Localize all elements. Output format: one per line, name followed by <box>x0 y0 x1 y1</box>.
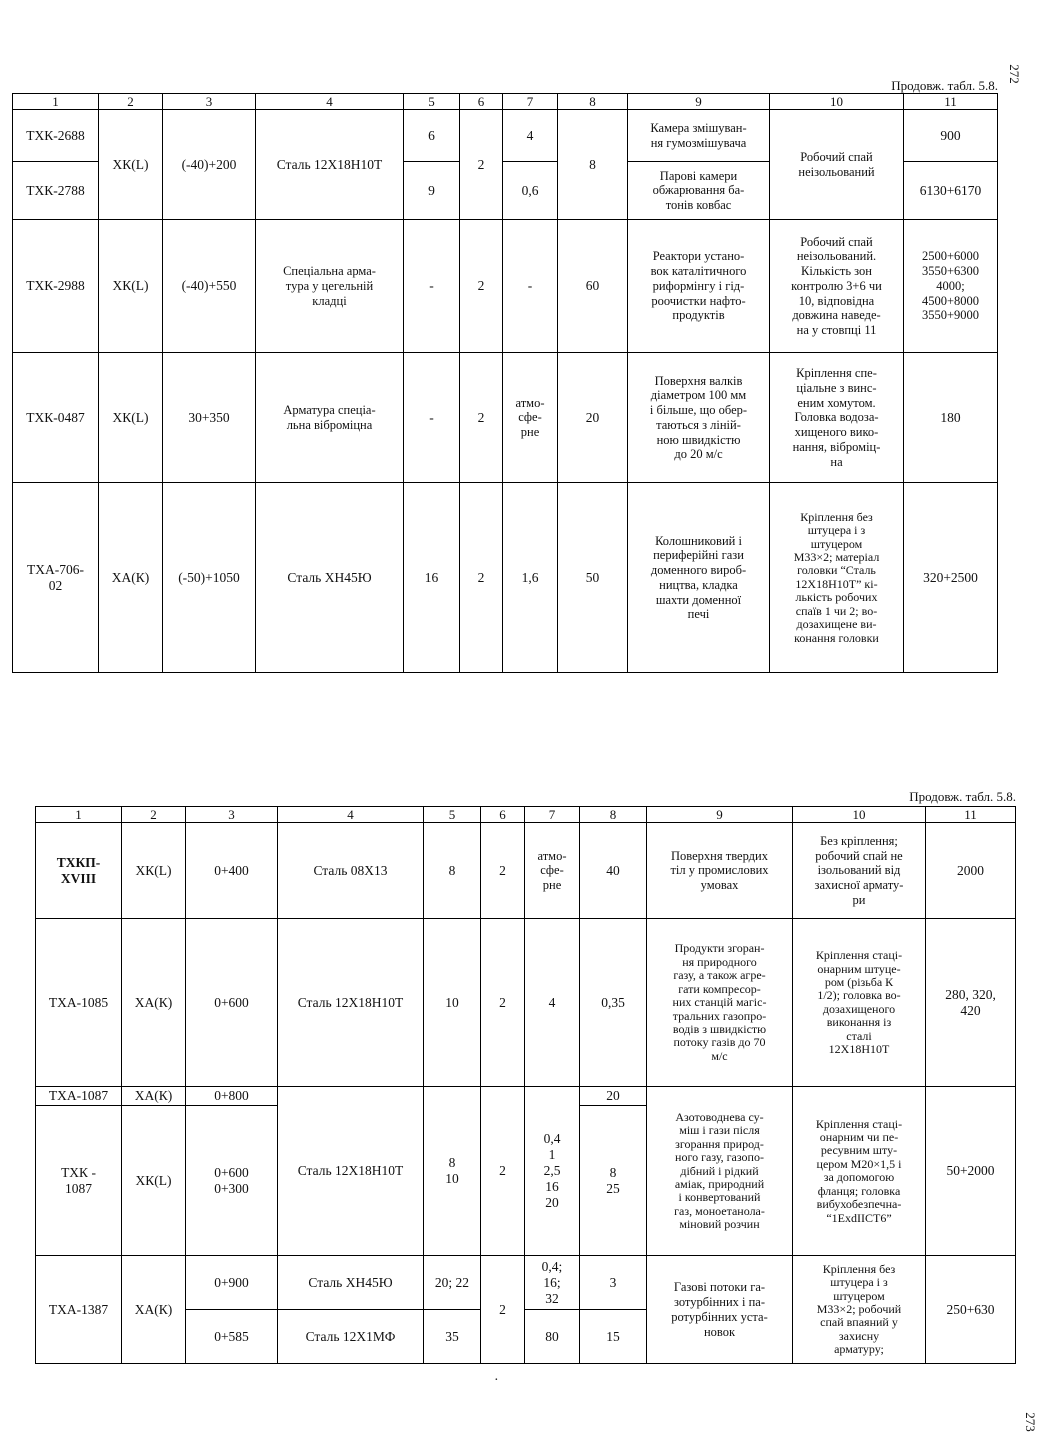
scan-speck: · <box>494 1373 499 1388</box>
col-num: 5 <box>404 94 460 110</box>
col-num: 4 <box>256 94 404 110</box>
cell-range: 0+900 <box>186 1256 278 1310</box>
column-number-row <box>13 94 998 110</box>
cell-type: ХА(К) <box>122 919 186 1087</box>
cell-notes: Кріплення стаці- онарним штуце- ром (різьба К 1/2); головка во- дозахищеного виконання із сталі 12Х18Н10Т <box>793 919 926 1087</box>
col-num: 8 <box>558 94 628 110</box>
cell-col7: 4 <box>503 110 558 162</box>
cell-col7: 0,6 <box>503 162 558 220</box>
cell-notes: Без кріплення; робочий спай не ізольований від захисної армату- ри <box>793 823 926 919</box>
page-number-bottom: 273 <box>1022 1412 1038 1432</box>
col-num: 9 <box>647 807 793 823</box>
cell-length: 320+2500 <box>904 483 998 673</box>
cell-material: Сталь 12Х18Н10Т <box>278 1087 424 1256</box>
cell-col7: 4 <box>525 919 580 1087</box>
cell-medium: Реактори устано- вок каталітичного риформінгу і гід- роочистки нафто- продуктів <box>628 220 770 353</box>
col-num: 6 <box>481 807 525 823</box>
col-num: 3 <box>186 807 278 823</box>
cell-medium: Парові камери обжарювання ба- тонів ковбас <box>628 162 770 220</box>
cell-col5: 6 <box>404 110 460 162</box>
cell-medium: Продукти згоран- ня природного газу, а також агре- гати компресор- них станцій магіс- тральних газопро- водів з швидкістю потоку газів до 70 м/с <box>647 919 793 1087</box>
cell-material: Сталь ХН45Ю <box>278 1256 424 1310</box>
cell-length: 180 <box>904 353 998 483</box>
cell-col6: 2 <box>481 1087 525 1256</box>
cell-col5: 8 <box>424 823 481 919</box>
cell-notes: Кріплення стаці- онарним чи пе- ресувним шту- цером М20×1,5 і за допомогою фланця; головка вибухобезпечна- “1ExdIICT6” <box>793 1087 926 1256</box>
cell-col6: 2 <box>460 353 503 483</box>
cell-type: ХК(L) <box>99 220 163 353</box>
cell-type: ХА(К) <box>122 1256 186 1364</box>
cell-type: ХК(L) <box>99 110 163 220</box>
col-num: 10 <box>793 807 926 823</box>
col-num: 6 <box>460 94 503 110</box>
cell-col8: 20 <box>558 353 628 483</box>
cell-col6: 2 <box>481 1256 525 1364</box>
cell-col8: 20 <box>580 1087 647 1106</box>
table-row <box>13 220 998 353</box>
cell-col7: атмо- сфе- рне <box>503 353 558 483</box>
cell-col8: 40 <box>580 823 647 919</box>
table-continuation-caption-top: Продовж. табл. 5.8. <box>891 78 998 93</box>
cell-notes: Кріплення без штуцера і з штуцером М33×2; матеріал головки “Сталь 12Х18Н10Т” кі- лькість робочих спаїв 1 чи 2; во- дозахищене ви- конання головки <box>770 483 904 673</box>
cell-type: ХА(К) <box>122 1087 186 1106</box>
cell-type: ХК(L) <box>99 353 163 483</box>
cell-medium: Поверхня твердих тіл у промислових умовах <box>647 823 793 919</box>
cell-material: Сталь 12Х18Н10Т <box>256 110 404 220</box>
cell-col7: 0,4; 16; 32 <box>525 1256 580 1310</box>
cell-range: 30+350 <box>163 353 256 483</box>
cell-col8: 50 <box>558 483 628 673</box>
cell-material: Спеціальна арма- тура у цегельній кладці <box>256 220 404 353</box>
spec-table-top <box>12 93 998 673</box>
cell-col5: 20; 22 <box>424 1256 481 1310</box>
cell-col6: 2 <box>460 483 503 673</box>
cell-col7: 80 <box>525 1310 580 1364</box>
cell-model: ТХА-706- 02 <box>13 483 99 673</box>
table-row <box>13 353 998 483</box>
cell-material: Сталь 12Х1МФ <box>278 1310 424 1364</box>
cell-range: 0+585 <box>186 1310 278 1364</box>
col-num: 11 <box>926 807 1016 823</box>
column-number-row <box>36 807 1016 823</box>
cell-length: 2000 <box>926 823 1016 919</box>
cell-length: 250+630 <box>926 1256 1016 1364</box>
cell-model: ТХКП- XVIII <box>36 823 122 919</box>
cell-notes: Робочий спай неізольований. Кількість зон контролю 3+6 чи 10, відповідна довжина наведе- на у стовпці 11 <box>770 220 904 353</box>
cell-medium: Газові потоки га- зотурбінних і па- ротурбінних уста- новок <box>647 1256 793 1364</box>
cell-medium: Камера змішуван- ня гумозмішувача <box>628 110 770 162</box>
col-num: 1 <box>13 94 99 110</box>
cell-model: ТХК-2788 <box>13 162 99 220</box>
cell-col8: 60 <box>558 220 628 353</box>
cell-model: ТХК-2688 <box>13 110 99 162</box>
col-num: 10 <box>770 94 904 110</box>
col-num: 11 <box>904 94 998 110</box>
cell-col8: 8 25 <box>580 1106 647 1256</box>
cell-range: 0+600 <box>186 919 278 1087</box>
table-row <box>36 1087 1016 1106</box>
cell-range: (-40)+550 <box>163 220 256 353</box>
cell-range: 0+800 <box>186 1087 278 1106</box>
cell-col6: 2 <box>460 110 503 220</box>
cell-col5: 35 <box>424 1310 481 1364</box>
col-num: 5 <box>424 807 481 823</box>
cell-col8: 15 <box>580 1310 647 1364</box>
cell-range: (-40)+200 <box>163 110 256 220</box>
col-num: 8 <box>580 807 647 823</box>
cell-material: Сталь ХН45Ю <box>256 483 404 673</box>
col-num: 9 <box>628 94 770 110</box>
cell-model: ТХА-1087 <box>36 1087 122 1106</box>
spec-table-bottom <box>35 806 1016 1364</box>
cell-length: 2500+6000 3550+6300 4000; 4500+8000 3550+9000 <box>904 220 998 353</box>
cell-medium: Азотоводнева су- міш і гази після згорання природ- ного газу, газопо- дібний і рідкий аміак, природний і конвертований газ, моноетанола- міновий розчин <box>647 1087 793 1256</box>
cell-col8: 8 <box>558 110 628 220</box>
cell-range: 0+600 0+300 <box>186 1106 278 1256</box>
cell-col6: 2 <box>481 823 525 919</box>
cell-model: ТХК-2988 <box>13 220 99 353</box>
col-num: 2 <box>122 807 186 823</box>
cell-length: 280, 320, 420 <box>926 919 1016 1087</box>
col-num: 7 <box>525 807 580 823</box>
cell-material: Арматура спеціа- льна віброміцна <box>256 353 404 483</box>
table-row <box>36 823 1016 919</box>
cell-col5: 9 <box>404 162 460 220</box>
cell-notes: Кріплення без штуцера і з штуцером М33×2; робочий спай впаяний у захисну арматуру; <box>793 1256 926 1364</box>
cell-col6: 2 <box>460 220 503 353</box>
cell-range: (-50)+1050 <box>163 483 256 673</box>
table-row <box>13 483 998 673</box>
col-num: 7 <box>503 94 558 110</box>
cell-length: 6130+6170 <box>904 162 998 220</box>
cell-col7: 0,4 1 2,5 16 20 <box>525 1087 580 1256</box>
col-num: 3 <box>163 94 256 110</box>
cell-model: ТХА-1085 <box>36 919 122 1087</box>
cell-col8: 0,35 <box>580 919 647 1087</box>
cell-col6: 2 <box>481 919 525 1087</box>
cell-medium: Колошниковий і периферійні гази доменного вироб- ництва, кладка шахти доменної печі <box>628 483 770 673</box>
cell-col5: 10 <box>424 919 481 1087</box>
cell-notes: Робочий спай неізольований <box>770 110 904 220</box>
cell-type: ХК(L) <box>122 823 186 919</box>
cell-model: ТХК - 1087 <box>36 1106 122 1256</box>
cell-col7: 1,6 <box>503 483 558 673</box>
page-number-top: 272 <box>1006 64 1022 84</box>
table-row <box>36 1256 1016 1310</box>
col-num: 4 <box>278 807 424 823</box>
cell-type: ХА(К) <box>99 483 163 673</box>
cell-model: ТХК-0487 <box>13 353 99 483</box>
cell-material: Сталь 08Х13 <box>278 823 424 919</box>
cell-col5: 16 <box>404 483 460 673</box>
table-continuation-caption-bottom: Продовж. табл. 5.8. <box>909 789 1016 804</box>
cell-length: 50+2000 <box>926 1087 1016 1256</box>
cell-material: Сталь 12Х18Н10Т <box>278 919 424 1087</box>
cell-length: 900 <box>904 110 998 162</box>
cell-type: ХК(L) <box>122 1106 186 1256</box>
cell-col5: - <box>404 353 460 483</box>
cell-col5: 8 10 <box>424 1087 481 1256</box>
cell-notes: Кріплення спе- ціальне з винс- еним хомутом. Головка водоза- хищеного вико- нання, віброміц- на <box>770 353 904 483</box>
cell-model: ТХА-1387 <box>36 1256 122 1364</box>
cell-range: 0+400 <box>186 823 278 919</box>
col-num: 1 <box>36 807 122 823</box>
cell-medium: Поверхня валків діаметром 100 мм і більше, що обер- таються з ліній- ною швидкістю до 20 м/с <box>628 353 770 483</box>
cell-col7: атмо- сфе- рне <box>525 823 580 919</box>
col-num: 2 <box>99 94 163 110</box>
cell-col5: - <box>404 220 460 353</box>
table-row <box>13 110 998 162</box>
table-row <box>36 919 1016 1087</box>
cell-col8: 3 <box>580 1256 647 1310</box>
cell-col7: - <box>503 220 558 353</box>
